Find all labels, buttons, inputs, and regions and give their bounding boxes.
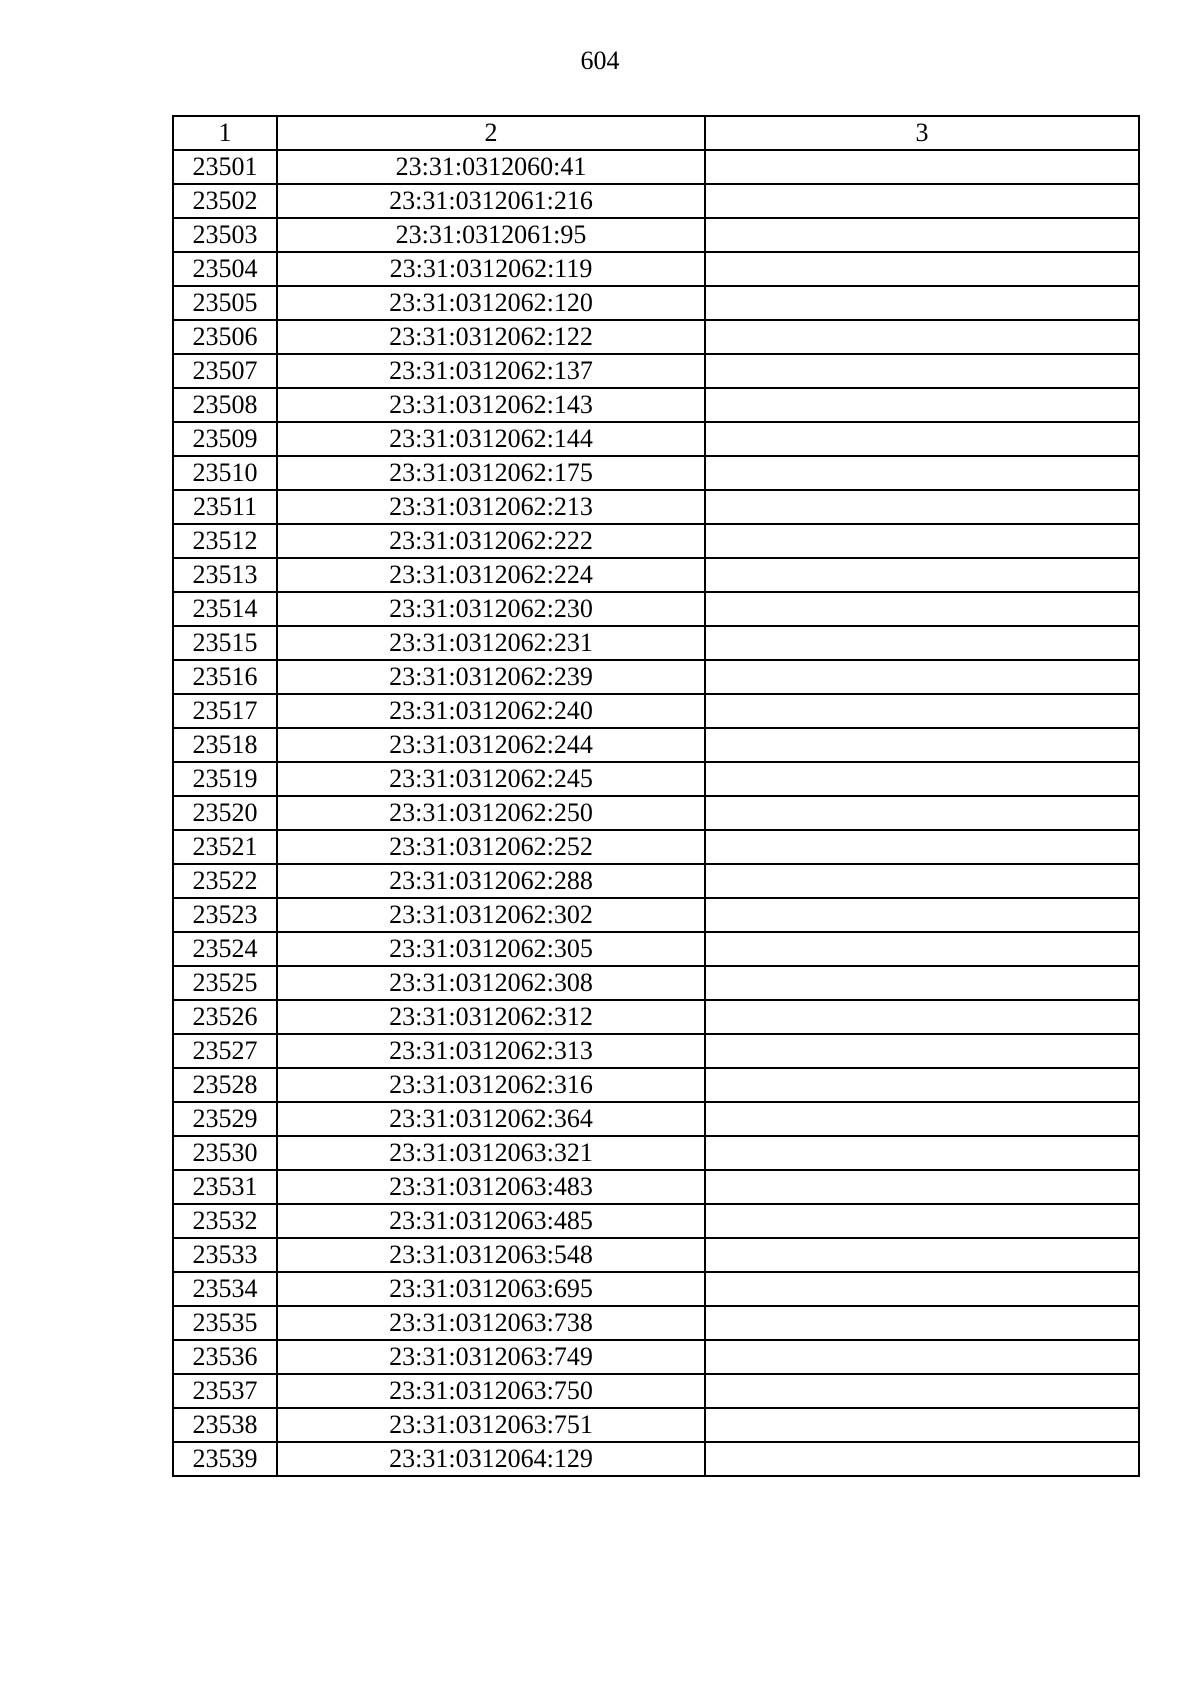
table-row	[173, 1068, 1139, 1102]
notes-cell	[705, 184, 1139, 218]
cadastral-number-cell: 23:31:0312062:137	[277, 354, 705, 388]
cadastral-number-cell: 23:31:0312063:749	[277, 1340, 705, 1374]
table-row	[173, 932, 1139, 966]
cadastral-number-cell: 23:31:0312062:245	[277, 762, 705, 796]
notes-cell	[705, 252, 1139, 286]
table-body	[173, 150, 1139, 1476]
notes-cell	[705, 1068, 1139, 1102]
cadastral-number-cell: 23:31:0312062:316	[277, 1068, 705, 1102]
table-row	[173, 592, 1139, 626]
cadastral-number-cell: 23:31:0312063:321	[277, 1136, 705, 1170]
cadastral-number-cell: 23:31:0312062:122	[277, 320, 705, 354]
cadastral-number-cell: 23:31:0312062:224	[277, 558, 705, 592]
cadastral-number-cell: 23:31:0312063:751	[277, 1408, 705, 1442]
notes-cell	[705, 898, 1139, 932]
table-row	[173, 150, 1139, 184]
table-row	[173, 1340, 1139, 1374]
notes-cell	[705, 1374, 1139, 1408]
table-row	[173, 1272, 1139, 1306]
notes-cell	[705, 1000, 1139, 1034]
notes-cell	[705, 1272, 1139, 1306]
cadastral-number-cell: 23:31:0312064:129	[277, 1442, 705, 1476]
row-number-cell: 23524	[173, 932, 277, 966]
table-row	[173, 694, 1139, 728]
cadastral-number-cell: 23:31:0312062:252	[277, 830, 705, 864]
notes-cell	[705, 388, 1139, 422]
row-number-cell: 23517	[173, 694, 277, 728]
cadastral-number-cell: 23:31:0312062:244	[277, 728, 705, 762]
row-number-cell: 23538	[173, 1408, 277, 1442]
notes-cell	[705, 660, 1139, 694]
column-header-2: 2	[277, 116, 705, 150]
table-row	[173, 1374, 1139, 1408]
row-number-cell: 23533	[173, 1238, 277, 1272]
table-row	[173, 1000, 1139, 1034]
notes-cell	[705, 150, 1139, 184]
table-row	[173, 1102, 1139, 1136]
cadastral-number-cell: 23:31:0312061:216	[277, 184, 705, 218]
row-number-cell: 23519	[173, 762, 277, 796]
row-number-cell: 23535	[173, 1306, 277, 1340]
table-row	[173, 1170, 1139, 1204]
row-number-cell: 23532	[173, 1204, 277, 1238]
table-row	[173, 422, 1139, 456]
cadastral-number-cell: 23:31:0312063:548	[277, 1238, 705, 1272]
notes-cell	[705, 1204, 1139, 1238]
table-row	[173, 456, 1139, 490]
notes-cell	[705, 1340, 1139, 1374]
table-row	[173, 218, 1139, 252]
row-number-cell: 23508	[173, 388, 277, 422]
row-number-cell: 23513	[173, 558, 277, 592]
notes-cell	[705, 592, 1139, 626]
row-number-cell: 23522	[173, 864, 277, 898]
row-number-cell: 23515	[173, 626, 277, 660]
row-number-cell: 23534	[173, 1272, 277, 1306]
notes-cell	[705, 728, 1139, 762]
row-number-cell: 23518	[173, 728, 277, 762]
cadastral-number-cell: 23:31:0312062:364	[277, 1102, 705, 1136]
cadastral-number-cell: 23:31:0312062:313	[277, 1034, 705, 1068]
cadastral-number-cell: 23:31:0312061:95	[277, 218, 705, 252]
table-row	[173, 354, 1139, 388]
cadastral-number-cell: 23:31:0312062:231	[277, 626, 705, 660]
cadastral-number-cell: 23:31:0312062:288	[277, 864, 705, 898]
notes-cell	[705, 490, 1139, 524]
row-number-cell: 23510	[173, 456, 277, 490]
row-number-cell: 23507	[173, 354, 277, 388]
row-number-cell: 23505	[173, 286, 277, 320]
table-row	[173, 524, 1139, 558]
cadastral-number-cell: 23:31:0312060:41	[277, 150, 705, 184]
notes-cell	[705, 456, 1139, 490]
row-number-cell: 23527	[173, 1034, 277, 1068]
cadastral-number-cell: 23:31:0312063:738	[277, 1306, 705, 1340]
notes-cell	[705, 1034, 1139, 1068]
table-row	[173, 626, 1139, 660]
row-number-cell: 23512	[173, 524, 277, 558]
cadastral-number-cell: 23:31:0312063:750	[277, 1374, 705, 1408]
table-row	[173, 1136, 1139, 1170]
notes-cell	[705, 1408, 1139, 1442]
notes-cell	[705, 1136, 1139, 1170]
cadastral-number-cell: 23:31:0312062:302	[277, 898, 705, 932]
notes-cell	[705, 830, 1139, 864]
table-row	[173, 830, 1139, 864]
table-row	[173, 762, 1139, 796]
row-number-cell: 23520	[173, 796, 277, 830]
notes-cell	[705, 1306, 1139, 1340]
table-row	[173, 252, 1139, 286]
notes-cell	[705, 694, 1139, 728]
row-number-cell: 23537	[173, 1374, 277, 1408]
notes-cell	[705, 966, 1139, 1000]
row-number-cell: 23536	[173, 1340, 277, 1374]
cadastral-number-cell: 23:31:0312062:120	[277, 286, 705, 320]
notes-cell	[705, 1102, 1139, 1136]
cadastral-number-cell: 23:31:0312062:312	[277, 1000, 705, 1034]
row-number-cell: 23523	[173, 898, 277, 932]
notes-cell	[705, 1170, 1139, 1204]
page-number: 604	[580, 46, 620, 75]
table-row	[173, 320, 1139, 354]
notes-cell	[705, 1442, 1139, 1476]
cadastral-number-cell: 23:31:0312063:483	[277, 1170, 705, 1204]
notes-cell	[705, 762, 1139, 796]
cadastral-number-cell: 23:31:0312062:143	[277, 388, 705, 422]
table-row	[173, 388, 1139, 422]
notes-cell	[705, 320, 1139, 354]
notes-cell	[705, 286, 1139, 320]
notes-cell	[705, 354, 1139, 388]
notes-cell	[705, 864, 1139, 898]
table-row	[173, 184, 1139, 218]
row-number-cell: 23503	[173, 218, 277, 252]
row-number-cell: 23525	[173, 966, 277, 1000]
cadastral-number-cell: 23:31:0312062:144	[277, 422, 705, 456]
row-number-cell: 23539	[173, 1442, 277, 1476]
table-row	[173, 286, 1139, 320]
table-row	[173, 558, 1139, 592]
notes-cell	[705, 626, 1139, 660]
cadastral-number-cell: 23:31:0312062:213	[277, 490, 705, 524]
row-number-cell: 23501	[173, 150, 277, 184]
notes-cell	[705, 1238, 1139, 1272]
table-row	[173, 966, 1139, 1000]
notes-cell	[705, 218, 1139, 252]
cadastral-number-cell: 23:31:0312062:230	[277, 592, 705, 626]
notes-cell	[705, 932, 1139, 966]
row-number-cell: 23502	[173, 184, 277, 218]
row-number-cell: 23516	[173, 660, 277, 694]
cadastral-number-cell: 23:31:0312063:695	[277, 1272, 705, 1306]
notes-cell	[705, 524, 1139, 558]
row-number-cell: 23521	[173, 830, 277, 864]
cadastral-number-cell: 23:31:0312062:239	[277, 660, 705, 694]
table-row	[173, 1306, 1139, 1340]
cadastral-number-cell: 23:31:0312062:119	[277, 252, 705, 286]
row-number-cell: 23511	[173, 490, 277, 524]
table-row	[173, 898, 1139, 932]
column-header-1: 1	[173, 116, 277, 150]
table-row	[173, 1238, 1139, 1272]
row-number-cell: 23514	[173, 592, 277, 626]
column-header-3: 3	[705, 116, 1139, 150]
cadastral-number-cell: 23:31:0312062:175	[277, 456, 705, 490]
row-number-cell: 23528	[173, 1068, 277, 1102]
table-row	[173, 728, 1139, 762]
table-row	[173, 1408, 1139, 1442]
cadastral-table	[172, 115, 1140, 1477]
row-number-cell: 23506	[173, 320, 277, 354]
row-number-cell: 23531	[173, 1170, 277, 1204]
row-number-cell: 23529	[173, 1102, 277, 1136]
notes-cell	[705, 796, 1139, 830]
notes-cell	[705, 422, 1139, 456]
table-row	[173, 1442, 1139, 1476]
table-row	[173, 660, 1139, 694]
row-number-cell: 23504	[173, 252, 277, 286]
cadastral-number-cell: 23:31:0312062:240	[277, 694, 705, 728]
cadastral-number-cell: 23:31:0312062:222	[277, 524, 705, 558]
table-row	[173, 490, 1139, 524]
row-number-cell: 23509	[173, 422, 277, 456]
notes-cell	[705, 558, 1139, 592]
cadastral-number-cell: 23:31:0312062:308	[277, 966, 705, 1000]
table-row	[173, 796, 1139, 830]
row-number-cell: 23530	[173, 1136, 277, 1170]
table-header-row	[173, 116, 1139, 150]
table-row	[173, 864, 1139, 898]
table-row	[173, 1034, 1139, 1068]
row-number-cell: 23526	[173, 1000, 277, 1034]
cadastral-number-cell: 23:31:0312063:485	[277, 1204, 705, 1238]
cadastral-number-cell: 23:31:0312062:305	[277, 932, 705, 966]
table-row	[173, 1204, 1139, 1238]
cadastral-number-cell: 23:31:0312062:250	[277, 796, 705, 830]
